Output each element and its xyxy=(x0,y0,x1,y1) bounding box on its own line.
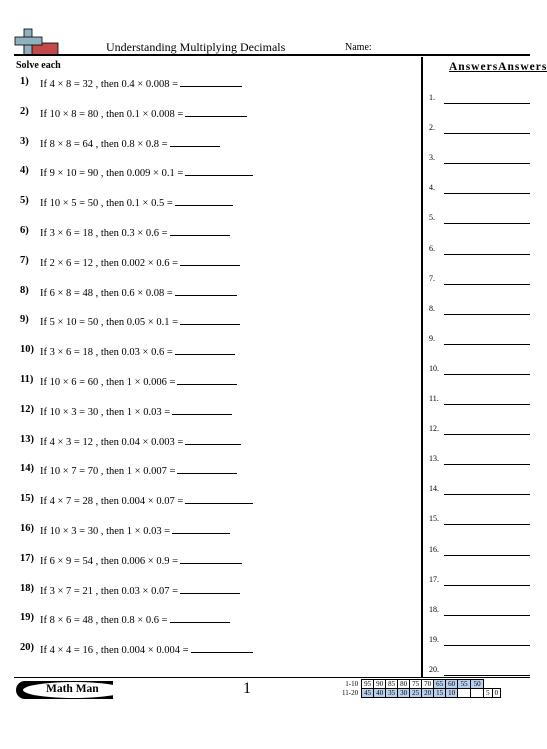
answer-field[interactable] xyxy=(444,254,530,255)
answer-field[interactable] xyxy=(444,314,530,315)
answer-number: 7. xyxy=(429,273,435,283)
answer-line xyxy=(429,394,530,406)
answer-blank[interactable] xyxy=(175,195,233,206)
answer-number: 16. xyxy=(429,544,439,554)
footer-rule xyxy=(14,677,530,678)
answer-line xyxy=(429,424,530,436)
problem-text-wrap xyxy=(40,374,237,388)
problem-text-wrap xyxy=(40,136,220,150)
problem-text: If 3 × 6 = 18 , then 0.3 × 0.6 = xyxy=(40,228,168,239)
problem-text-wrap xyxy=(40,76,242,90)
answer-field[interactable] xyxy=(444,404,530,405)
answers-header: AnswersAnswers xyxy=(449,61,547,73)
problem-number: 13) xyxy=(20,433,34,445)
score-cell: 75 xyxy=(410,680,422,689)
answer-line xyxy=(429,304,530,316)
answer-blank[interactable] xyxy=(180,583,240,594)
answer-line xyxy=(429,244,530,256)
answer-blank[interactable] xyxy=(177,463,237,474)
problem-text-wrap xyxy=(40,463,237,477)
problem-number: 4) xyxy=(20,165,29,177)
answer-field[interactable] xyxy=(444,464,530,465)
answer-field[interactable] xyxy=(444,585,530,586)
answer-line xyxy=(429,274,530,286)
score-cell: 30 xyxy=(398,689,410,698)
problem-text: If 2 × 6 = 12 , then 0.002 × 0.6 = xyxy=(40,257,179,269)
answer-number: 6. xyxy=(429,243,435,253)
problem-text: If 4 × 4 = 16 , then 0.004 × 0.004 = xyxy=(40,645,189,657)
score-cell: 55 xyxy=(458,680,471,689)
score-cell: 90 xyxy=(374,680,386,689)
answer-field[interactable] xyxy=(444,223,530,224)
problem-text: If 10 × 5 = 50 , then 0.1 × 0.5 = xyxy=(40,198,173,210)
problem-text: If 8 × 8 = 64 , then 0.8 × 0.8 = xyxy=(40,138,168,150)
answer-number: 13. xyxy=(429,454,439,464)
problem-text: If 9 × 10 = 90 , then 0.009 × 0.1 = xyxy=(40,168,184,180)
score-range-label: 1-10 xyxy=(345,680,359,688)
score-cell: 45 xyxy=(362,689,374,698)
answer-number: 4. xyxy=(429,183,435,193)
problem-text: If 10 × 3 = 30 , then 1 × 0.03 = xyxy=(40,526,171,537)
score-range-label: 11-20 xyxy=(342,689,359,697)
problem-number: 18) xyxy=(20,582,34,594)
score-cell: 10 xyxy=(446,689,458,698)
score-cell: 5 xyxy=(484,689,493,698)
answer-number: 14. xyxy=(429,484,439,494)
score-cell: 25 xyxy=(410,689,422,698)
answer-blank[interactable] xyxy=(172,404,232,415)
answer-line xyxy=(429,454,530,466)
score-cell: 65 xyxy=(434,680,446,689)
answer-blank[interactable] xyxy=(185,106,247,117)
problem-text-wrap xyxy=(40,583,240,597)
score-cell: 15 xyxy=(434,689,446,698)
answer-number: 8. xyxy=(429,303,435,313)
problem-text: If 3 × 7 = 21 , then 0.03 × 0.07 = xyxy=(40,585,179,597)
answer-number: 2. xyxy=(429,123,435,133)
answer-field[interactable] xyxy=(444,374,530,375)
answer-field[interactable] xyxy=(444,163,530,164)
answer-line xyxy=(429,183,530,195)
name-label: Name: xyxy=(345,42,372,53)
problem-number: 20) xyxy=(20,642,34,654)
problem-number: 12) xyxy=(20,403,34,415)
problem-number: 8) xyxy=(20,284,29,296)
problem-number: 15) xyxy=(20,493,34,505)
score-cell: 35 xyxy=(386,689,398,698)
problem-number: 3) xyxy=(20,135,29,147)
answer-line xyxy=(429,635,530,647)
problem-text: If 8 × 6 = 48 , then 0.8 × 0.6 = xyxy=(40,615,168,627)
answer-blank[interactable] xyxy=(180,255,240,266)
answer-header-area xyxy=(423,57,547,77)
problem-text: If 3 × 6 = 18 , then 0.03 × 0.6 = xyxy=(40,347,173,359)
problem-text-wrap xyxy=(40,314,240,328)
score-cell: 60 xyxy=(446,680,458,689)
problem-text: If 6 × 8 = 48 , then 0.6 × 0.08 = xyxy=(40,287,173,299)
answer-line xyxy=(429,93,530,105)
problem-text-wrap xyxy=(40,195,233,209)
answer-number: 11. xyxy=(429,394,439,403)
answer-line xyxy=(429,213,530,225)
problem-text-wrap xyxy=(40,225,230,239)
problem-text: If 10 × 7 = 70 , then 1 × 0.007 = xyxy=(40,466,176,478)
problem-number: 10) xyxy=(20,344,34,356)
score-row xyxy=(340,689,501,698)
instructions: Solve each xyxy=(16,60,61,71)
answer-field[interactable] xyxy=(444,434,530,435)
answer-number: 19. xyxy=(429,634,439,644)
score-cell: 20 xyxy=(422,689,434,698)
answer-field[interactable] xyxy=(444,555,530,556)
problem-text-wrap xyxy=(40,255,240,269)
score-cell: 70 xyxy=(422,680,434,689)
answer-blank[interactable] xyxy=(185,434,241,445)
problem-text-wrap xyxy=(40,344,235,358)
problem-text-wrap xyxy=(40,553,242,567)
answer-blank[interactable] xyxy=(170,136,220,147)
problem-text-wrap xyxy=(40,285,237,299)
answer-line xyxy=(429,364,530,376)
problem-number: 5) xyxy=(20,195,29,207)
problem-text: If 4 × 7 = 28 , then 0.004 × 0.07 = xyxy=(40,496,184,508)
problem-number: 14) xyxy=(20,463,34,475)
answer-field[interactable] xyxy=(444,524,530,525)
page-number: 1 xyxy=(243,680,251,697)
answer-number: 9. xyxy=(429,333,435,343)
answer-blank[interactable] xyxy=(177,374,237,385)
answer-field[interactable] xyxy=(444,675,530,676)
problem-number: 11) xyxy=(20,374,34,385)
score-cell: 95 xyxy=(362,680,374,689)
problem-text: If 6 × 9 = 54 , then 0.006 × 0.9 = xyxy=(40,555,179,567)
answer-field[interactable] xyxy=(444,615,530,616)
score-cell: 85 xyxy=(386,680,398,689)
problem-text-wrap xyxy=(40,523,230,537)
answer-line xyxy=(429,575,530,587)
score-row xyxy=(340,680,501,689)
answer-line xyxy=(429,123,530,135)
problem-number: 2) xyxy=(20,105,29,117)
header-rule xyxy=(14,54,530,56)
answer-number: 12. xyxy=(429,424,439,434)
problem-text-wrap xyxy=(40,493,253,507)
score-cell: 0 xyxy=(492,689,501,698)
score-cell xyxy=(458,689,471,698)
answer-field[interactable] xyxy=(444,494,530,495)
answer-number: 10. xyxy=(429,363,439,373)
answer-blank[interactable] xyxy=(175,285,237,296)
problem-text: If 10 × 8 = 80 , then 0.1 × 0.008 = xyxy=(40,108,184,120)
answer-number: 17. xyxy=(429,574,439,584)
answer-line xyxy=(429,665,530,677)
problem-number: 19) xyxy=(20,612,34,624)
answer-field[interactable] xyxy=(444,284,530,285)
answer-blank[interactable] xyxy=(185,165,253,176)
score-table xyxy=(340,679,501,698)
score-cell: 50 xyxy=(471,680,484,689)
answer-number: 15. xyxy=(429,514,439,524)
answer-blank[interactable] xyxy=(175,344,235,355)
score-cell: 80 xyxy=(398,680,410,689)
score-cell xyxy=(471,689,484,698)
problem-text: If 5 × 10 = 50 , then 0.05 × 0.1 = xyxy=(40,317,179,329)
answer-number: 1. xyxy=(429,93,435,102)
brand-logo xyxy=(16,681,113,699)
problem-number: 17) xyxy=(20,552,34,564)
answer-number: 5. xyxy=(429,213,435,223)
problem-text: If 10 × 3 = 30 , then 1 × 0.03 = xyxy=(40,406,171,418)
answer-blank[interactable] xyxy=(191,642,253,653)
problem-number: 1) xyxy=(20,76,29,87)
problem-number: 9) xyxy=(20,314,29,326)
problem-text: If 4 × 3 = 12 , then 0.04 × 0.003 = xyxy=(40,436,184,448)
answer-field[interactable] xyxy=(444,133,530,134)
answer-field[interactable] xyxy=(444,193,530,194)
problem-text-wrap xyxy=(40,165,253,179)
problem-text-wrap xyxy=(40,404,232,418)
brand-name: Math Man xyxy=(46,683,99,695)
answer-blank[interactable] xyxy=(180,553,242,564)
page-title: Understanding Multiplying Decimals xyxy=(106,40,286,54)
problem-text-wrap xyxy=(40,434,241,448)
answer-blank[interactable] xyxy=(172,523,230,534)
problem-number: 16) xyxy=(20,523,34,534)
answer-blank[interactable] xyxy=(170,225,230,236)
problem-text-wrap xyxy=(40,612,230,626)
answer-line xyxy=(429,605,530,617)
answer-field[interactable] xyxy=(444,103,530,104)
answer-line xyxy=(429,334,530,346)
problem-number: 6) xyxy=(20,225,29,236)
answer-line xyxy=(429,153,530,165)
answer-number: 18. xyxy=(429,604,439,614)
answer-blank[interactable] xyxy=(180,314,240,325)
score-cell: 40 xyxy=(374,689,386,698)
answer-line xyxy=(429,514,530,526)
problem-number: 7) xyxy=(20,254,29,266)
problem-text-wrap xyxy=(40,106,247,120)
answer-field[interactable] xyxy=(444,645,530,646)
problem-text-wrap xyxy=(40,642,253,656)
answer-line xyxy=(429,545,530,557)
answer-line xyxy=(429,484,530,496)
answer-field[interactable] xyxy=(444,344,530,345)
column-divider xyxy=(421,57,423,677)
problem-text: If 4 × 8 = 32 , then 0.4 × 0.008 = xyxy=(40,79,179,90)
answer-number: 3. xyxy=(429,153,435,163)
problem-text: If 10 × 6 = 60 , then 1 × 0.006 = xyxy=(40,377,176,388)
answer-blank[interactable] xyxy=(180,76,242,87)
answer-number: 20. xyxy=(429,664,439,674)
answer-blank[interactable] xyxy=(185,493,253,504)
answer-blank[interactable] xyxy=(170,612,230,623)
